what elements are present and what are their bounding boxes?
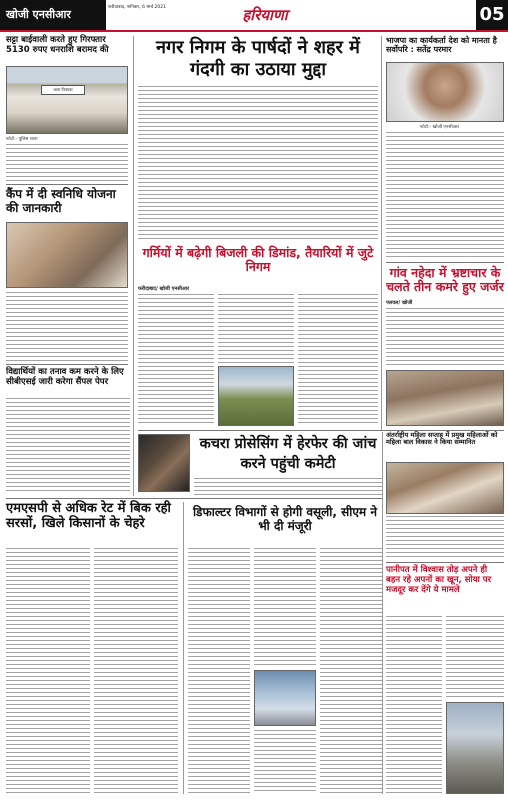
gaon-photo <box>386 370 504 426</box>
story3-headline: विद्यार्थियों का तनाव कम करने के लिए सीबीएसई जारी करेगा सैंपल पेपर <box>6 367 124 387</box>
panipat-photo <box>446 702 504 794</box>
msp-headline: एमएसपी से अधिक रेट में बिक रही सरसों, खिले किसानों के चेहरे <box>6 501 171 531</box>
center-body-col3 <box>298 294 378 426</box>
msp-body-col2 <box>94 548 178 794</box>
leader-photo <box>386 62 504 122</box>
default-headline: डिफाल्टर विभागों से होगी वसूली, सीएम ने भी दी मंजूरी <box>192 505 378 533</box>
column-rule <box>382 432 383 794</box>
antar-body <box>386 516 504 560</box>
divider <box>6 184 128 185</box>
power-tower-photo <box>254 670 316 726</box>
section-title: हरियाणा <box>242 6 288 24</box>
panipat-body-col1 <box>386 616 442 794</box>
main-story-body <box>138 86 378 242</box>
paper-name: खोजी एनसीआर <box>0 0 106 30</box>
date-line: फरीदाबाद, शनिवार, 6 मार्च 2021 <box>108 5 166 10</box>
page-number: 05 <box>476 0 508 30</box>
masthead <box>0 0 508 30</box>
gaon-byline: पलवल/ खोजी <box>386 300 413 306</box>
divider <box>386 562 504 563</box>
right-photo-caption: फोटो:- खोजी एनसीआर <box>420 125 460 130</box>
antar-headline: अंतर्राष्ट्रीय महिला सप्ताह में प्रमुख महिलाओं को महिला बाल विकास ने किया सम्मानित <box>386 431 498 447</box>
center-body-col1 <box>138 294 214 426</box>
default-body-col2 <box>254 548 316 668</box>
story2-body <box>6 292 128 362</box>
women-photo <box>386 462 504 514</box>
right-top-body <box>386 132 504 260</box>
field-photo <box>218 366 294 426</box>
story1-body <box>6 144 128 182</box>
mid-headline-line1: कचरा प्रोसेसिंग में हेरफेर की जांच <box>199 436 377 452</box>
camp-photo <box>6 222 128 288</box>
column-rule <box>183 502 184 794</box>
center-headline: गर्मियों में बढ़ेगी बिजली की डिमांड, तैयारियों में जुटे निगम <box>142 245 374 275</box>
masthead-rule <box>0 30 508 32</box>
main-headline-line2: गंदगी का उठाया मुद्दा <box>190 59 326 80</box>
story1-headline: सट्टा बाईवाली करते हुए गिरफ्तार 5130 रुपए धनराशि बरामद की <box>6 35 109 55</box>
msp-body-col1 <box>6 548 90 794</box>
waste-photo <box>138 434 190 492</box>
center-byline: फरीदाबाद/ खोजी एनसीआर <box>138 286 190 292</box>
main-headline-line1: नगर निगम के पार्षदों ने शहर में <box>156 37 360 58</box>
mid-story-body <box>194 478 382 496</box>
column-rule <box>381 36 382 431</box>
story1-caption: फोटो:- पुलिस थाना <box>6 137 38 142</box>
center-body-col2 <box>218 294 294 364</box>
divider <box>6 498 382 499</box>
mid-headline-line2: करने पहुंची कमेटी <box>240 456 336 472</box>
photo-sign: थाना पिनगवां <box>41 85 85 95</box>
divider <box>386 262 504 263</box>
gaon-headline: गांव नहेदा में भ्रष्टाचार के चलते तीन कमरे हुए जर्जर <box>386 265 504 295</box>
story3-body <box>6 398 130 494</box>
panipat-body-col2 <box>446 616 504 700</box>
panipat-headline: पानीपत में विश्वास तोड़ अपने ही बहन रहे अपनों का खून, सोया पर मजदूर कर देंगे ये मामले <box>386 565 492 595</box>
gaon-body <box>386 308 504 368</box>
story2-headline: कैंप में दी स्वनिधि योजना की जानकारी <box>6 187 116 215</box>
right-top-headline: भाजपा का कार्यकर्ता देश को मानता है सर्वोपरि : सतेंद्र परमार <box>386 36 497 55</box>
default-body-col2b <box>254 730 316 794</box>
column-rule <box>133 36 134 496</box>
default-body-col1 <box>188 548 250 794</box>
default-body-col3 <box>320 548 382 794</box>
police-station-photo <box>6 66 128 134</box>
divider <box>6 364 128 365</box>
